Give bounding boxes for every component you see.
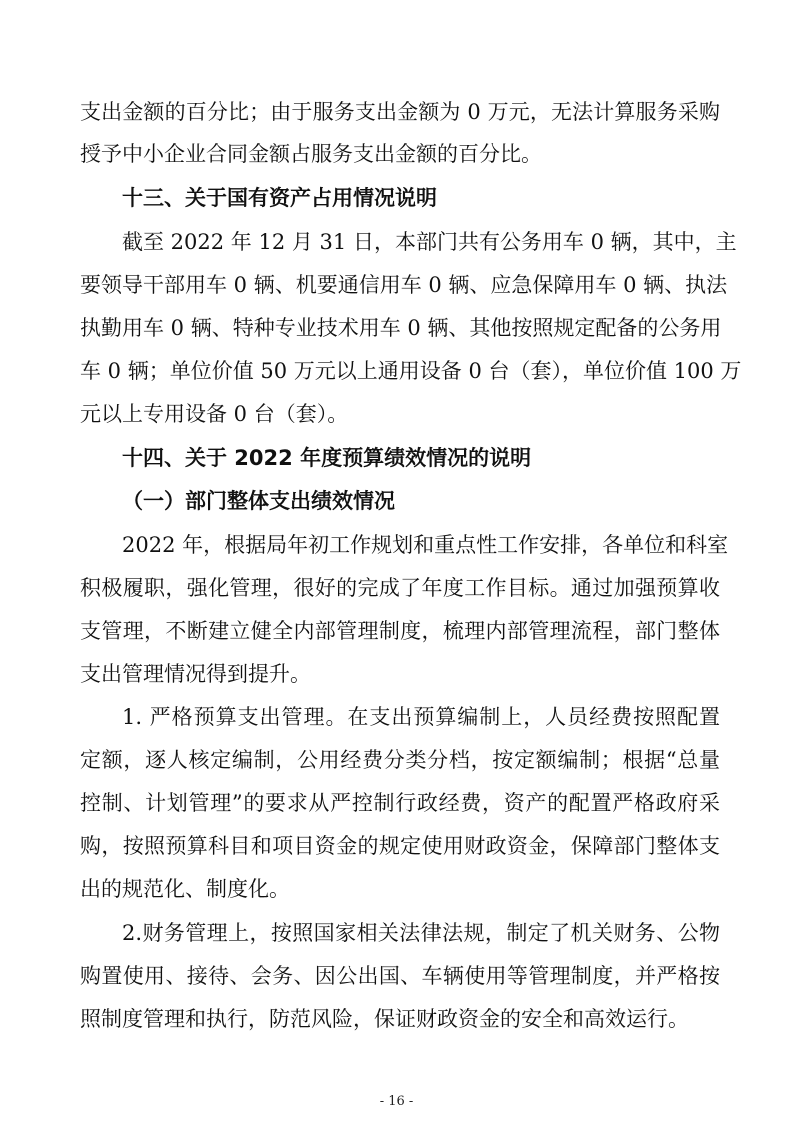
body-line: 购，按照预算科目和项目资金的规定使用财政资金，保障部门整体支 [80, 834, 720, 858]
body-line: 截至 2022 年 12 月 31 日，本部门共有公务用车 0 辆，其中，主 [122, 230, 737, 254]
body-line: 控制、计划管理”的要求从严控制行政经费，资产的配置严格政府采 [80, 791, 720, 815]
body-line: 车 0 辆；单位价值 50 万元以上通用设备 0 台（套），单位价值 100 万 [80, 359, 742, 383]
body-line: 2022 年，根据局年初工作规划和重点性工作安排，各单位和科室 [122, 533, 729, 557]
section-heading: 十四、关于 2022 年度预算绩效情况的说明 [122, 446, 532, 470]
body-line: 2.财务管理上，按照国家相关法律法规，制定了机关财务、公物 [122, 921, 720, 945]
body-line: 授予中小企业合同金额占服务支出金额的百分比。 [80, 142, 542, 166]
body-line: 照制度管理和执行，防范风险，保证财政资金的安全和高效运行。 [80, 1007, 689, 1031]
page-number: - 16 - [379, 1094, 414, 1109]
body-line: 元以上专用设备 0 台（套）。 [80, 402, 349, 426]
body-line: 执勤用车 0 辆、特种专业技术用车 0 辆、其他按照规定配备的公务用 [80, 316, 722, 340]
section-heading: 十三、关于国有资产占用情况说明 [122, 186, 437, 210]
body-line: 购置使用、接待、会务、因公出国、车辆使用等管理制度，并严格按 [80, 964, 720, 988]
subsection-heading: （一）部门整体支出绩效情况 [122, 489, 395, 513]
body-line: 定额，逐人核定编制，公用经费分类分档，按定额编制；根据“总量 [80, 748, 720, 772]
body-line: 支出金额的百分比；由于服务支出金额为 0 万元，无法计算服务采购 [80, 100, 720, 124]
body-line: 支出管理情况得到提升。 [80, 662, 311, 686]
body-line: 1. 严格预算支出管理。在支出预算编制上，人员经费按照配置 [122, 705, 720, 729]
body-line: 出的规范化、制度化。 [80, 877, 290, 901]
body-line: 积极履职，强化管理，很好的完成了年度工作目标。通过加强预算收 [80, 576, 720, 600]
body-line: 支管理，不断建立健全内部管理制度，梳理内部管理流程，部门整体 [80, 619, 720, 643]
body-line: 要领导干部用车 0 辆、机要通信用车 0 辆、应急保障用车 0 辆、执法 [80, 273, 728, 297]
